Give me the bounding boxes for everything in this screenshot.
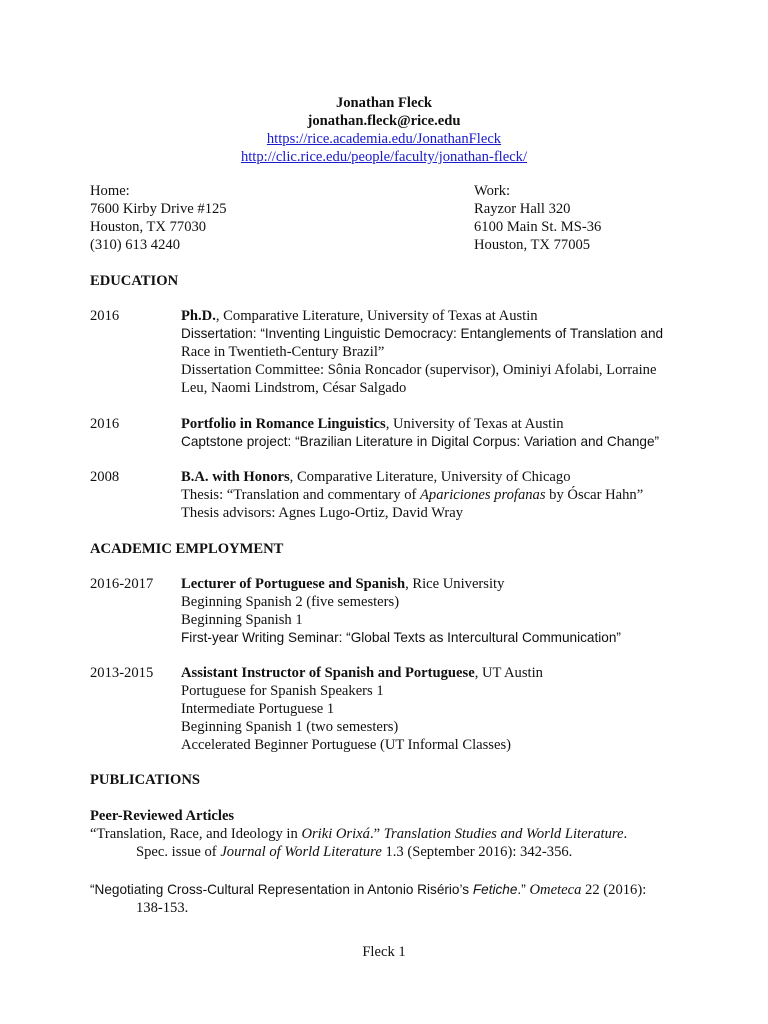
- article1-period: .: [623, 826, 628, 842]
- article2-citation: 22 (2016):: [581, 882, 647, 898]
- article1-title-end: .”: [369, 826, 384, 842]
- portfolio-institution: , University of Texas at Austin: [385, 416, 564, 432]
- article1-issue-pre: Spec. issue of: [136, 844, 221, 860]
- phd-year: 2016: [90, 308, 120, 324]
- publication-item: [90, 825, 675, 861]
- academia-link[interactable]: https://rice.academia.edu/JonathanFleck: [266, 131, 502, 147]
- faculty-page-link[interactable]: http://clic.rice.edu/people/faculty/jonathan-fleck/: [240, 149, 528, 165]
- phd-degree: Ph.D.: [181, 308, 216, 324]
- work-city: Houston, TX 77005: [474, 237, 591, 253]
- article1-venue: Translation Studies and World Literature: [383, 826, 624, 842]
- rice-institution: , Rice University: [405, 576, 505, 592]
- publication-item: [90, 881, 675, 917]
- ba-thesis: [181, 486, 681, 504]
- phd-committee-line2: Leu, Naomi Lindstrom, César Salgado: [181, 380, 407, 396]
- education-heading: EDUCATION: [90, 273, 179, 289]
- article1-title-pre: “Translation, Race, and Ideology in: [90, 826, 302, 842]
- article2-title-italic: Fetiche: [472, 882, 518, 897]
- portfolio-project: Captstone project: “Brazilian Literature in Digital Corpus: Variation and Change”: [181, 434, 660, 449]
- home-label: Home:: [90, 183, 130, 199]
- home-city: Houston, TX 77030: [90, 219, 207, 235]
- article1-title-italic: Oriki Orixá: [301, 826, 370, 842]
- work-label: Work:: [474, 183, 511, 199]
- ba-thesis-pre: Thesis: “Translation and commentary of: [181, 487, 420, 503]
- ut-institution: , UT Austin: [474, 665, 543, 681]
- ut-course: Accelerated Beginner Portuguese (UT Informal Classes): [181, 737, 512, 753]
- ut-years: 2013-2015: [90, 665, 154, 681]
- ut-course: Intermediate Portuguese 1: [181, 701, 335, 717]
- work-building: Rayzor Hall 320: [474, 201, 571, 217]
- ba-year: 2008: [90, 469, 120, 485]
- rice-course: First-year Writing Seminar: “Global Texts as Intercultural Communication”: [181, 630, 621, 645]
- peer-reviewed-subheading: Peer-Reviewed Articles: [90, 808, 235, 824]
- work-street: 6100 Main St. MS-36: [474, 219, 602, 235]
- author-name: Jonathan Fleck: [335, 95, 433, 111]
- ba-institution: , Comparative Literature, University of Chicago: [289, 469, 571, 485]
- phd-dissertation-line2: Race in Twentieth-Century Brazil”: [181, 344, 385, 360]
- article2-pages: 138-153.: [136, 900, 189, 916]
- author-email: jonathan.fleck@rice.edu: [307, 113, 461, 129]
- rice-years: 2016-2017: [90, 576, 154, 592]
- ba-advisors: Thesis advisors: Agnes Lugo-Ortiz, David Wray: [181, 505, 464, 521]
- ba-thesis-title: Apariciones profanas: [420, 487, 546, 503]
- rice-course: Beginning Spanish 1: [181, 612, 303, 628]
- page-footer: Fleck 1: [362, 944, 406, 960]
- article2-journal: Ometeca: [529, 882, 582, 898]
- article2-title-end: .”: [517, 882, 530, 897]
- ba-title: B.A. with Honors: [181, 469, 290, 485]
- home-street: 7600 Kirby Drive #125: [90, 201, 227, 217]
- phd-field: , Comparative Literature, University of Texas at Austin: [215, 308, 538, 324]
- home-address: [90, 182, 227, 254]
- publications-heading: PUBLICATIONS: [90, 772, 201, 788]
- ba-thesis-post: by Óscar Hahn”: [545, 487, 644, 503]
- cv-header: [0, 94, 768, 166]
- article1-journal: Journal of World Literature: [220, 844, 382, 860]
- ut-course: Beginning Spanish 1 (two semesters): [181, 719, 399, 735]
- rice-title: Lecturer of Portuguese and Spanish: [181, 576, 406, 592]
- ut-course: Portuguese for Spanish Speakers 1: [181, 683, 384, 699]
- phd-dissertation-line1: Dissertation: “Inventing Linguistic Democracy: Entanglements of Translation and: [181, 326, 664, 341]
- rice-course: Beginning Spanish 2 (five semesters): [181, 594, 400, 610]
- work-address: [474, 182, 601, 254]
- article1-citation: 1.3 (September 2016): 342-356.: [381, 844, 573, 860]
- home-phone: (310) 613 4240: [90, 237, 180, 253]
- article2-title-pre: “Negotiating Cross-Cultural Representation in Antonio Risério’s: [90, 882, 473, 897]
- portfolio-year: 2016: [90, 416, 120, 432]
- employment-heading: ACADEMIC EMPLOYMENT: [90, 541, 284, 557]
- portfolio-title: Portfolio in Romance Linguistics: [181, 416, 386, 432]
- phd-committee-line1: Dissertation Committee: Sônia Roncador (supervisor), Ominiyi Afolabi, Lorraine: [181, 362, 657, 378]
- ut-title: Assistant Instructor of Spanish and Portuguese: [181, 665, 475, 681]
